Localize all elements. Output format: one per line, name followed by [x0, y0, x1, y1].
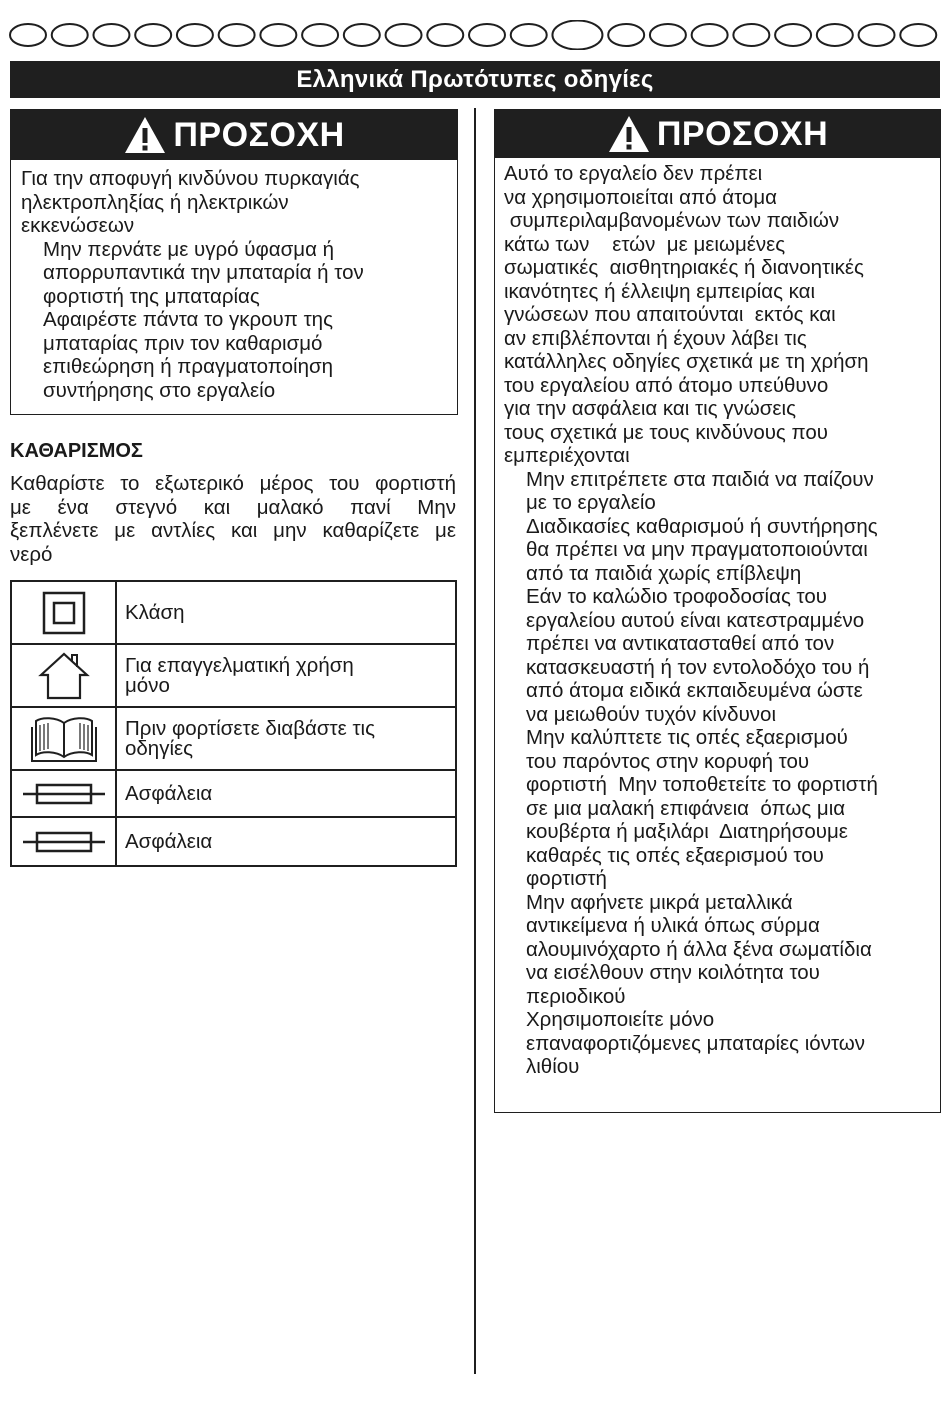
- text-line: φορτιστή: [526, 867, 607, 890]
- text-line: Διαδικασίες καθαρισμού ή συντήρησης: [526, 514, 878, 538]
- page-title: Ελληνικά Πρωτότυπες οδηγίες: [296, 66, 654, 93]
- symbol-label: [116, 707, 456, 770]
- text-line: Για την αποφυγή κινδύνου πυρκαγιάς: [21, 167, 360, 190]
- text-line: Εάν το καλώδιο τροφοδοσίας του: [526, 585, 827, 608]
- text-line: εκκενώσεων: [21, 214, 135, 237]
- warning-text: [11, 160, 457, 402]
- text-line: εργαλείου αυτού είναι κατεστραμμένο: [526, 608, 865, 632]
- symbol-row: [11, 644, 456, 707]
- warning-header: [495, 110, 940, 158]
- text-line: Αυτό το εργαλείο δεν πρέπει: [504, 162, 763, 185]
- language-tab: [386, 24, 422, 46]
- symbol-label-text: Ασφάλεια: [125, 781, 213, 805]
- symbol-label: [116, 581, 456, 644]
- language-tab: [344, 24, 380, 46]
- cleaning-heading: ΚΑΘΑΡΙΣΜΟΣ: [10, 440, 143, 462]
- text-line: μπαταρίας πριν τον καθαρισμό: [43, 331, 323, 355]
- symbol-icon-cell: [11, 817, 116, 866]
- warning-text: [495, 158, 940, 1079]
- text-line: λιθίου: [526, 1055, 580, 1078]
- text-line: κατάλληλες οδηγίες σχετικά με τη χρήση: [504, 350, 869, 373]
- symbol-label: [116, 817, 456, 866]
- text-line: σωματικές αισθητηριακές ή διανοητικές: [504, 256, 864, 279]
- language-tabs: [9, 20, 941, 50]
- symbol-row: [11, 770, 456, 817]
- language-tab-active: [552, 21, 602, 50]
- house-icon: [36, 651, 92, 701]
- text-line: να χρησιμοποιείται από άτομα: [504, 185, 777, 209]
- fuse-icon: [19, 781, 109, 807]
- language-tab: [10, 24, 46, 46]
- symbol-label: [116, 770, 456, 817]
- language-tab: [135, 24, 171, 46]
- language-tab: [469, 24, 505, 46]
- text-line: Μην καλύπτετε τις οπές εξαερισμού: [526, 726, 848, 749]
- symbol-icon-cell: [11, 581, 116, 644]
- symbol-label-text: Ασφάλεια: [125, 829, 213, 853]
- text-line: ικανότητες ή έλλειψη εμπειρίας και: [504, 279, 816, 303]
- text-line: φορτιστή Μην τοποθετείτε το φορτιστή: [526, 773, 878, 796]
- text-line: του εργαλείου από άτομο υπεύθυνο: [504, 373, 829, 397]
- text-line: απορρυπαντικά την μπαταρία ή τον: [43, 261, 364, 284]
- text-line: φορτιστή της μπαταρίας: [43, 284, 260, 308]
- text-line: Αφαιρέστε πάντα το γκρουπ της: [43, 308, 333, 331]
- left-warning-box: [10, 109, 458, 415]
- symbol-label-text: Για επαγγελματική χρήση μόνο: [125, 653, 354, 697]
- language-tab: [302, 24, 338, 46]
- text-line: νερό: [10, 542, 53, 566]
- language-tab: [177, 24, 213, 46]
- symbol-icon-cell: [11, 707, 116, 770]
- text-line: κάτω των ετών με μειωμένες: [504, 232, 786, 256]
- text-line: Μην αφήνετε μικρά μεταλλικά: [526, 890, 793, 914]
- text-line: να εισέλθουν στην κοιλότητα του: [526, 961, 820, 984]
- text-line: Χρησιμοποιείτε μόνο: [526, 1008, 715, 1031]
- warning-header: [11, 110, 457, 160]
- text-line: Καθαρίστε το εξωτερικό μέρος του φορτιστή: [10, 472, 456, 495]
- text-line: γνώσεων που απαιτούνται εκτός και: [504, 303, 836, 326]
- language-tab: [900, 24, 936, 46]
- symbol-label-text: Πριν φορτίσετε διαβάστε τις οδηγίες: [125, 716, 375, 760]
- page-title-banner: [10, 61, 940, 98]
- symbols-table: [10, 580, 457, 867]
- text-line: από τα παιδιά χωρίς επίβλεψη: [526, 561, 802, 585]
- text-line: σε μια μαλακή επιφάνεια όπως μια: [526, 796, 846, 820]
- text-line: για την ασφάλεια και τις γνώσεις: [504, 397, 796, 420]
- language-tab: [859, 24, 895, 46]
- language-tab: [260, 24, 296, 46]
- text-line: με ένα στεγνό και μαλακό πανί Μην: [10, 495, 456, 519]
- language-tab: [733, 24, 769, 46]
- cleaning-paragraph: [10, 472, 456, 566]
- text-line: επαναφορτιζόμενες μπαταρίες ιόντων: [526, 1031, 866, 1055]
- language-tab: [219, 24, 255, 46]
- language-tab: [52, 24, 88, 46]
- text-line: περιοδικού: [526, 984, 626, 1008]
- warning-title: ΠΡΟΣΟΧΗ: [173, 115, 345, 154]
- text-line: κατασκευαστή ή τον εντολοδόχο του ή: [526, 655, 870, 679]
- language-tab: [93, 24, 129, 46]
- text-line: αλουμινόχαρτο ή άλλα ξένα σωματίδια: [526, 937, 872, 961]
- text-line: αν επιβλέπονται ή έχουν λάβει τις: [504, 326, 807, 350]
- text-line: με το εργαλείο: [526, 491, 656, 514]
- warning-triangle-icon: [607, 114, 651, 154]
- text-line: εμπεριέχονται: [504, 444, 630, 467]
- warning-title: ΠΡΟΣΟΧΗ: [656, 114, 829, 153]
- text-line: ξεπλένετε με αντλίες και μην καθαρίζετε με: [10, 519, 456, 542]
- fuse-icon: [19, 829, 109, 855]
- text-line: επιθεώρηση ή πραγματοποίηση: [43, 355, 334, 378]
- symbol-icon-cell: [11, 644, 116, 707]
- language-tab: [427, 24, 463, 46]
- text-line: συμπεριλαμβανομένων των παιδιών: [504, 209, 840, 232]
- language-tab: [775, 24, 811, 46]
- text-line: συντήρησης στο εργαλείο: [43, 378, 276, 402]
- symbol-row: [11, 581, 456, 644]
- language-tab: [817, 24, 853, 46]
- language-tab: [692, 24, 728, 46]
- language-tab: [650, 24, 686, 46]
- symbol-label-text: Κλάση: [125, 600, 185, 624]
- text-line: Μην περνάτε με υγρό ύφασμα ή: [43, 237, 335, 261]
- warning-triangle-icon: [123, 115, 167, 155]
- right-warning-box: [494, 109, 941, 1113]
- text-line: θα πρέπει να μην πραγματοποιούνται: [526, 538, 868, 561]
- column-divider: [474, 108, 476, 1374]
- text-line: πρέπει να αντικατασταθεί από τον: [526, 632, 835, 655]
- symbol-row: [11, 817, 456, 866]
- symbol-icon-cell: [11, 770, 116, 817]
- language-tab: [511, 24, 547, 46]
- symbol-label: [116, 644, 456, 707]
- text-line: ηλεκτροπληξίας ή ηλεκτρικών: [21, 190, 289, 214]
- text-line: καθαρές τις οπές εξαερισμού του: [526, 843, 824, 867]
- text-line: να μειωθούν τυχόν κίνδυνοι: [526, 702, 777, 726]
- language-tab: [608, 24, 644, 46]
- text-line: κουβέρτα ή μαξιλάρι Διατηρήσουμε: [526, 820, 848, 843]
- text-line: αντικείμενα ή υλικά όπως σύρμα: [526, 914, 820, 937]
- text-line: Μην επιτρέπετε στα παιδιά να παίζουν: [526, 467, 874, 491]
- double-square-icon: [42, 591, 86, 635]
- text-line: του παρόντος στην κορυφή του: [526, 749, 810, 773]
- symbol-row: [11, 707, 456, 770]
- text-line: τους σχετικά με τους κινδύνους που: [504, 420, 828, 444]
- text-line: από άτομα ειδικά εκπαιδευμένα ώστε: [526, 679, 863, 702]
- open-book-icon: [28, 713, 100, 765]
